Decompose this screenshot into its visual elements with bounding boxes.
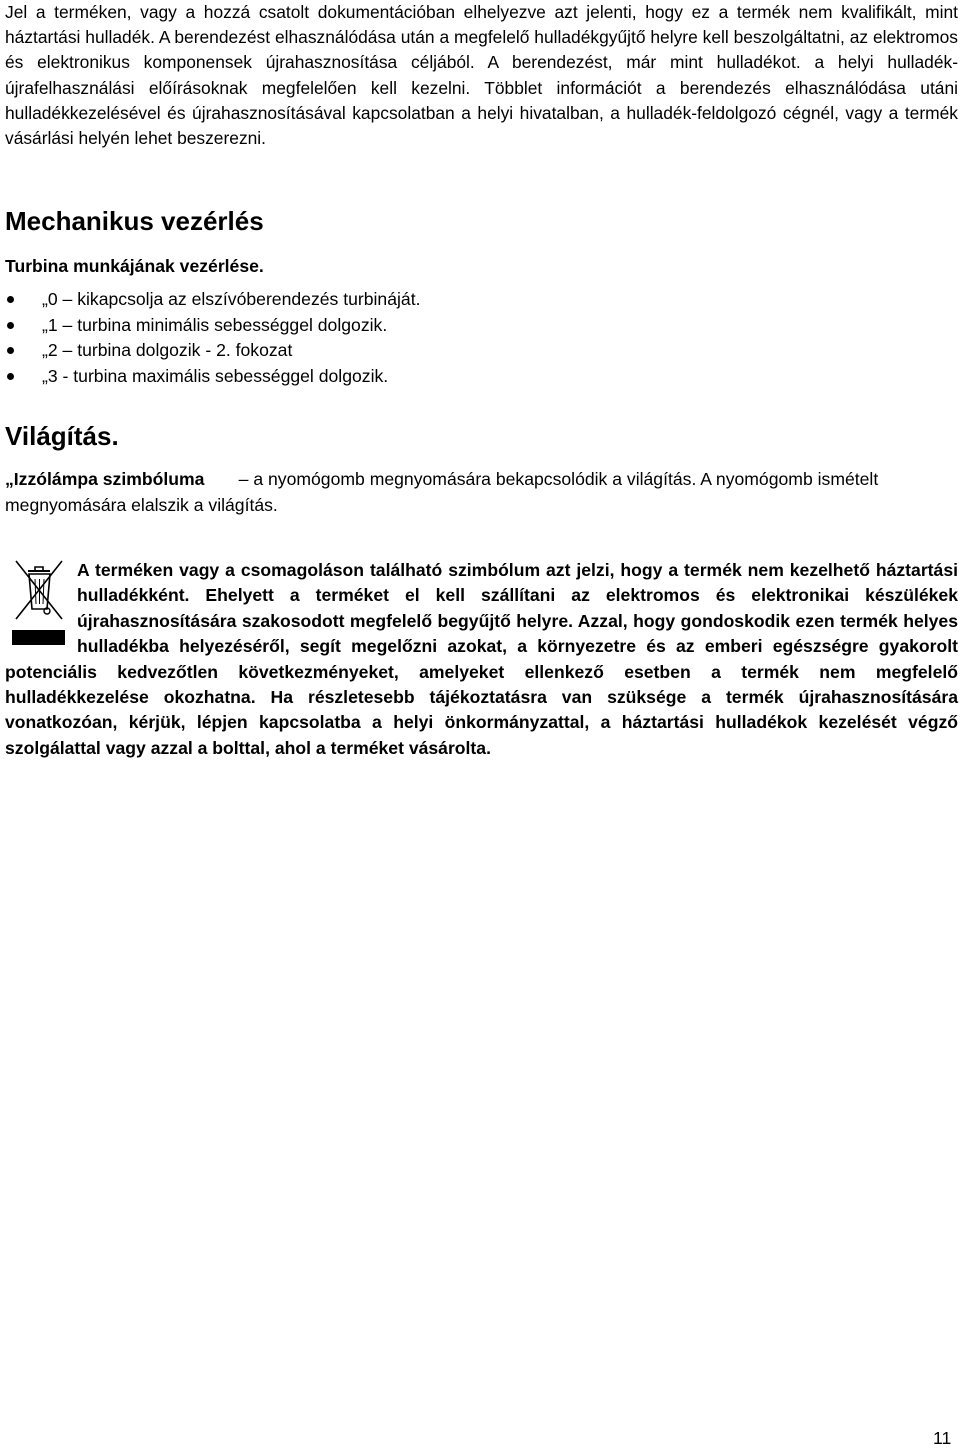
list-item-text: „0 – kikapcsolja az elszívóberendezés turbináját. <box>42 289 421 309</box>
lighting-paragraph <box>5 467 958 518</box>
turbine-control-subheading: Turbina munkájának vezérlése. <box>5 256 264 276</box>
bullet-icon <box>7 373 14 380</box>
mechanical-control-heading: Mechanikus vezérlés <box>5 206 264 236</box>
bullet-icon <box>7 347 14 354</box>
list-item-text: „3 - turbina maximális sebességgel dolgozik. <box>42 365 389 386</box>
list-item <box>5 364 420 390</box>
document-page <box>5 0 958 758</box>
lighting-heading: Világítás. <box>5 421 119 451</box>
weee-text: A terméken vagy a csomagoláson található szimbólum azt jelzi, hogy a termék nem kezelhető háztartási hulladékként. Ehelyett a terméket el kell szállítani az elektromos és elektronikai készülékek újrahasznosítására szakosodott megfelelő begyűjtő helyre. Azzal, hogy gondoskodik ezen termék helyes hulladékba helyezéséről, segít megelőzni azokat, a környezetre és az emberi egészségre gyakorolt potenciális kedvezőtlen következményeket, amelyeket ellenkező esetben a termék nem megfelelő hulladékkezelése okozhatna. Ha részletesebb tájékoztatásra van szüksége a termék újrahasznosítására vonatkozóan, kérjük, lépjen kapcsolatba a helyi önkormányzattal, a háztartási hulladékok kezelését végző szolgálattal vagy azzal a bolttal, ahol a terméket vásárolta. <box>5 560 958 758</box>
turbine-speed-list <box>5 287 420 389</box>
list-item <box>5 313 420 339</box>
lighting-text: – a nyomógomb megnyomására bekapcsolódik a világítás. A nyomógomb ismételt megnyomására elalszik a világítás. <box>5 469 879 515</box>
list-item <box>5 338 420 364</box>
list-item <box>5 287 420 313</box>
list-item-text: „1 – turbina minimális sebességgel dolgozik. <box>42 314 388 335</box>
bullet-icon <box>7 296 14 303</box>
lamp-symbol-label: „Izzólámpa szimbóluma <box>5 469 205 489</box>
intro-paragraph: Jel a terméken, vagy a hozzá csatolt dokumentációban elhelyezve azt jelenti, hogy ez a termék nem kvalifikált, mint háztartási hulladék. A berendezést elhasználódása után a megfelelő hulladékgyűjtő helyre kell beszolgáltatni, az elektromos és elektronikus komponensek újrahasznosítása céljából. A berendezést, már mint hulladékot. a helyi hulladék-újrafelhasználási előírásoknak megfelelően kell kezelni. Többlet információt a berendezés elhasználódása utáni hulladékkezelésével és újrahasznosításával kapcsolatban a helyi hivatalban, a hulladék-feldolgozó cégnél, vagy a termék vásárlási helyén lehet beszerezni. <box>5 2 958 149</box>
page-number: 11 <box>933 1428 952 1448</box>
weee-paragraph <box>5 558 958 761</box>
list-item-text: „2 – turbina dolgozik - 2. fokozat <box>42 340 293 360</box>
bullet-icon <box>7 322 14 329</box>
crossed-out-wheelie-bin-icon <box>12 557 67 652</box>
